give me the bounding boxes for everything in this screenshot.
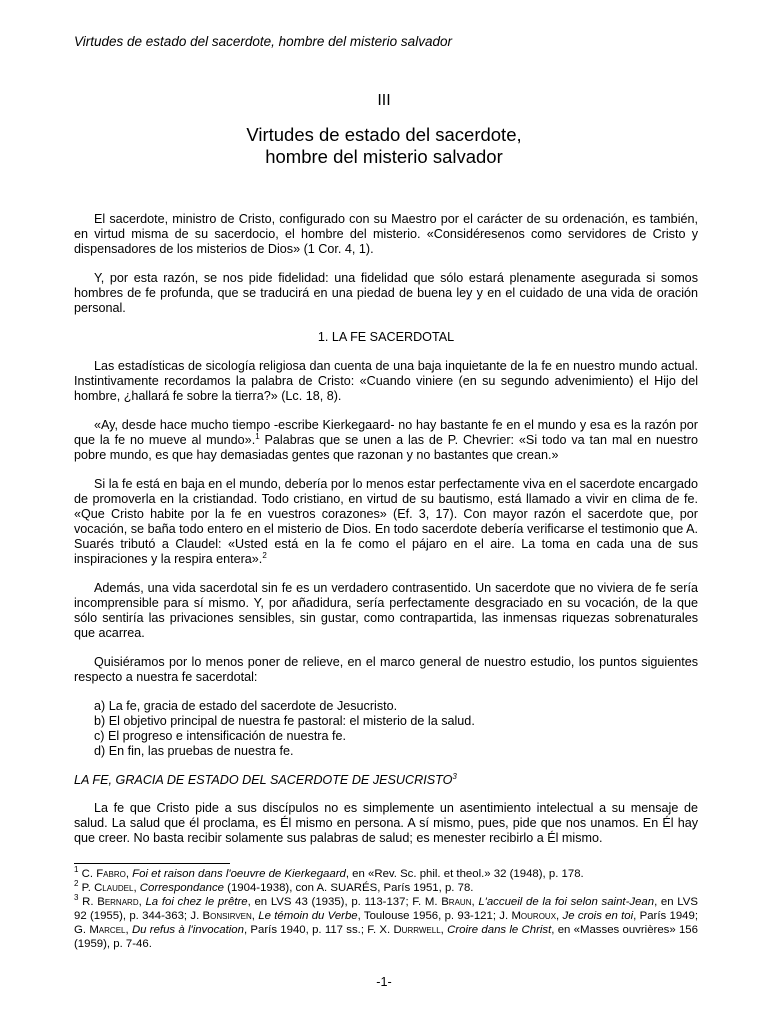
page-number: -1- bbox=[376, 975, 392, 989]
footnote-3: $^3$ R. Bernard, La foi chez le prêtre, en LVS 43 (1935), p. 113-137; F. M. Braun, L'accueil de la foi selon saint-Jean, en LVS 92 (1955), p. 344-363; J. Bonsirven, Le témoin du Verbe, Toulouse 1956, p. 93-121; J. Mouroux, Je crois en toi, París 1949; G. Marcel, Du refus à l'invocation, París 1940, p. 117 ss.; F. X. Durrwell, Croire dans le Christ, en «Masses ouvrières» 156 (1959), p. 7-46. bbox=[74, 893, 699, 950]
list-item: c) El progreso e intensificación de nuestra fe. bbox=[94, 729, 347, 743]
author-name: Braun bbox=[441, 896, 472, 908]
chapter-title bbox=[0, 124, 768, 168]
author-name: Bernard bbox=[97, 896, 139, 908]
footnote-text: , París 1940, p. 117 ss.; F. X. bbox=[243, 924, 394, 936]
footnote-text: (1904-1938), con A. SUARÉS, París 1951, p. 78. bbox=[224, 882, 474, 894]
paragraph-4-text-b: Palabras que se unen a las de P. Chevrier: «Si todo va tan mal en nuestro pobre mundo, es que hay demasiadas gentes que razonan y no bastantes que crean.» bbox=[74, 433, 698, 462]
author-name: Mouroux bbox=[511, 910, 557, 922]
author-name: Claudel bbox=[94, 882, 134, 894]
footnote-number: 3 bbox=[74, 893, 79, 903]
work-title: L'accueil de la foi selon saint-Jean bbox=[478, 896, 655, 908]
list-item: a) La fe, gracia de estado del sacerdote de Jesucristo. bbox=[94, 699, 398, 713]
work-title: La foi chez le prêtre bbox=[145, 896, 248, 908]
work-title: Correspondance bbox=[139, 882, 224, 894]
paragraph-1: El sacerdote, ministro de Cristo, configurado con su Maestro por el carácter de su ordenación, es también, en virtud misma de su sacerdocio, el hombre del misterio. «Considéresenos como servidores de Cristo y dispensadores de los misterios de Dios» (1 Cor. 4, 1). bbox=[74, 212, 698, 256]
paragraph-4 bbox=[74, 418, 698, 463]
footnote-number: 2 bbox=[74, 879, 79, 889]
footnote-text: , París 1949; G. bbox=[74, 910, 699, 936]
author-name: Fabro bbox=[96, 868, 126, 880]
footnote-1: $^1$ C. Fabro, Foi et raison dans l'oeuvre de Kierkegaard, en «Rev. Sc. phil. et theol.» 32 (1948), p. 178. bbox=[74, 865, 584, 880]
body-text bbox=[74, 212, 698, 860]
footnote-text: , en «Rev. Sc. phil. et theol.» 32 (1948), p. 178. bbox=[345, 868, 584, 880]
chapter-title-line-1: Virtudes de estado del sacerdote, bbox=[246, 124, 522, 145]
footnote-text: , en «Masses ouvrières» 156 (1959), p. 7-46. bbox=[74, 924, 698, 950]
paragraph-4-text-a: «Ay, desde hace mucho tiempo -escribe Kierkegaard- no hay bastante fe en el mundo y esa es la razón por que la fe no mueve al mundo». bbox=[74, 418, 698, 447]
footnotes bbox=[74, 867, 698, 951]
subheading bbox=[74, 773, 698, 788]
footnote-text: R. bbox=[78, 896, 98, 908]
footnote-text: , en LVS 92 (1955), p. 344-363; J. bbox=[74, 896, 698, 922]
chapter-number: III bbox=[377, 92, 391, 109]
work-title: Le témoin du Verbe bbox=[258, 910, 358, 922]
running-head: Virtudes de estado del sacerdote, hombre del misterio salvador bbox=[74, 34, 452, 49]
work-title: Foi et raison dans l'oeuvre de Kierkegaard bbox=[132, 868, 346, 880]
list-item: d) En fin, las pruebas de nuestra fe. bbox=[94, 744, 294, 758]
paragraph-8: La fe que Cristo pide a sus discípulos no es simplemente un asentimiento intelectual a su mensaje de salud. La salud que él proclama, es Él mismo en persona. A sí mismo, pues, pide que nos unamos. En Él hay que creer. No basta recibir solamente sus palabras de salud; es menester recibirlo a Él mismo. bbox=[74, 801, 698, 845]
paragraph-3: Las estadísticas de sicología religiosa dan cuenta de una baja inquietante de la fe en nuestro mundo actual. Instintivamente recordamos la palabra de Cristo: «Cuando viniere (en su segundo advenimiento) el Hijo del hombre, ¿hallará fe sobre la tierra?» (Lc. 18, 8). bbox=[74, 359, 698, 403]
work-title: Je crois en toi bbox=[562, 910, 634, 922]
points-list bbox=[74, 699, 698, 759]
list-item: b) El objetivo principal de nuestra fe pastoral: el misterio de la salud. bbox=[94, 714, 475, 728]
footnote-2: $^2$ P. Claudel, Correspondance (1904-1938), con A. SUARÉS, París 1951, p. 78. bbox=[74, 879, 474, 894]
work-title: Croire dans le Christ bbox=[447, 924, 552, 936]
footnote-text: , Toulouse 1956, p. 93-121; J. bbox=[357, 910, 512, 922]
paragraph-6: Además, una vida sacerdotal sin fe es un verdadero contrasentido. Un sacerdote que no viviera de fe sería incomprensible para sí mismo. Y, por añadidura, sería perfectamente desgraciado en su vocación, de la que sólo sentiría las privaciones sensibles, sin gustar, como contrapartida, las inmensas riquezas sobrenaturales que acarrea. bbox=[74, 581, 698, 640]
footnote-text: C. bbox=[78, 868, 97, 880]
author-name: Durrwell bbox=[393, 924, 441, 936]
paragraph-5 bbox=[74, 477, 698, 567]
footnote-text: P. bbox=[78, 882, 95, 894]
footnote-ref-1: 1 bbox=[255, 431, 260, 441]
paragraph-7: Quisiéramos por lo menos poner de relieve, en el marco general de nuestro estudio, los puntos siguientes respecto a nuestra fe sacerdotal: bbox=[74, 655, 698, 684]
paragraph-5-text: Si la fe está en baja en el mundo, debería por lo menos estar perfectamente viva en el sacerdote encargado de promoverla en la cristiandad. Todo cristiano, en virtud de su bautismo, está llamado a vivir en clima de fe. «Que Cristo habite por la fe en vuestros corazones» (Ef. 3, 17). Con mayor razón el sacerdote que, por vocación, se baña todo entero en el misterio de Dios. En todo sacerdote debería verificarse el testimonio que A. Suarés tributó a Claudel: «Usted está en la fe como el pájaro en el aire. La toma en cada una de sus inspiraciones y la respira entera». bbox=[74, 477, 698, 566]
footnote-ref-2: 2 bbox=[262, 550, 267, 560]
section-heading: 1. LA FE SACERDOTAL bbox=[317, 330, 455, 344]
footnote-separator bbox=[74, 863, 230, 864]
author-name: Marcel bbox=[89, 924, 126, 936]
footnote-ref-3: 3 bbox=[452, 771, 457, 781]
work-title: Du refus à l'invocation bbox=[131, 924, 244, 936]
footnote-number: 1 bbox=[74, 865, 79, 875]
subheading-text: LA FE, GRACIA DE ESTADO DEL SACERDOTE DE JESUCRISTO bbox=[74, 773, 453, 787]
paragraph-2: Y, por esta razón, se nos pide fidelidad: una fidelidad que sólo estará plenamente asegurada si somos hombres de fe profunda, que se traducirá en una piedad de buena ley y en el cuidado de una vida de oración personal. bbox=[74, 271, 698, 315]
chapter-title-line-2: hombre del misterio salvador bbox=[265, 146, 503, 167]
footnote-text: , en LVS 43 (1935), p. 113-137; F. M. bbox=[247, 896, 442, 908]
author-name: Bonsirven bbox=[202, 910, 252, 922]
